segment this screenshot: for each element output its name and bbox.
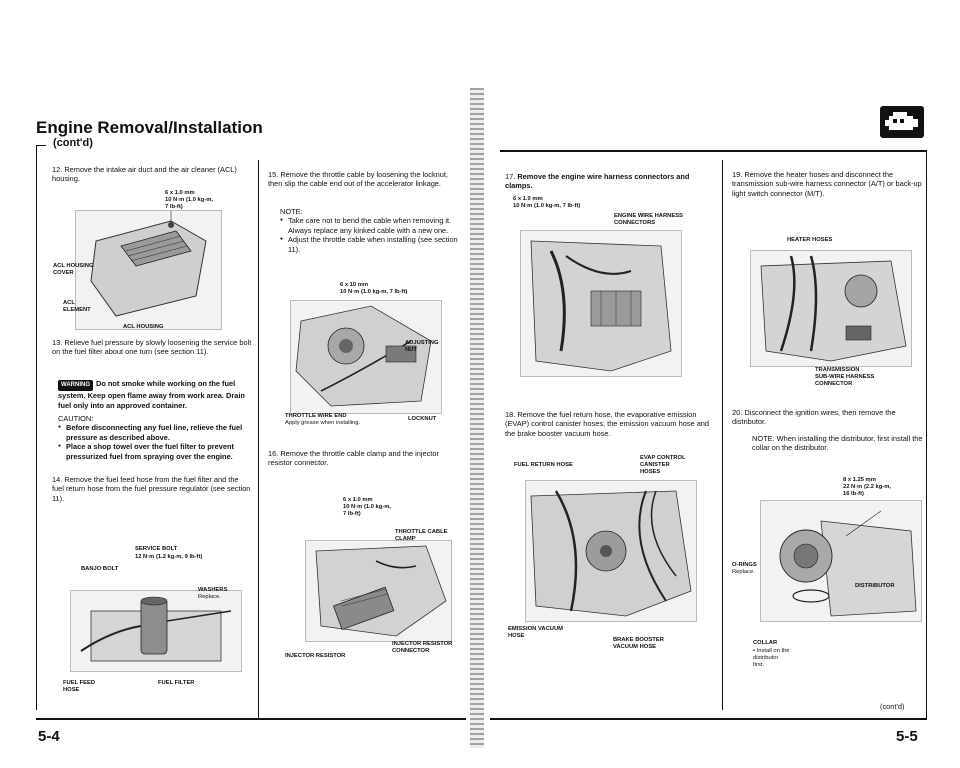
label-throttle-wire-end: THROTTLE WIRE END xyxy=(285,413,347,419)
distributor-bolt-spec: 8 x 1.25 mm 22 N·m (2.2 kg-m, 16 lb-ft) xyxy=(843,477,891,497)
figure-throttle-cable xyxy=(290,300,442,414)
acl-housing-illustration xyxy=(76,211,221,329)
label-o-rings: O-RINGS xyxy=(732,562,757,568)
step-number: 16. xyxy=(268,449,279,458)
label-acl-housing: ACL HOUSING xyxy=(123,324,164,330)
label-fuel-return-hose: FUEL RETURN HOSE xyxy=(514,462,573,468)
step-text: Remove the engine wire harness connectors and clamps. xyxy=(505,172,690,191)
column-divider xyxy=(258,160,259,720)
fuel-filter-illustration xyxy=(71,591,241,671)
label-acl-housing-cover: ACL HOUSING COVER xyxy=(53,263,94,276)
label-acl-element: ACL ELEMENT xyxy=(63,300,91,313)
note-item: ● Take care not to bend the cable when removing it. Always replace any kinked cable with a new one. xyxy=(288,216,463,235)
label-banjo-bolt: BANJO BOLT xyxy=(81,566,119,572)
step-number: 13. xyxy=(52,338,63,347)
caution-item: ● Place a shop towel over the fuel filter to prevent pressurized fuel from spraying over the engine. xyxy=(66,442,252,461)
page-number-left: 5-4 xyxy=(38,728,60,745)
step-15 xyxy=(268,170,463,189)
label-locknut: LOCKNUT xyxy=(408,416,437,422)
label-collar-note: • Install on the distributor first. xyxy=(753,648,790,668)
column-divider-right xyxy=(722,160,723,710)
step-text: Remove the heater hoses and disconnect the transmission sub-wire harness connector (A/T) or back-up light switch connector (M/T). xyxy=(732,170,922,198)
right-edge-rule xyxy=(926,150,927,720)
harness-bolt-spec: 6 x 1.0 mm 10 N·m (1.0 kg-m, 7 lb-ft) xyxy=(513,196,581,209)
step-17 xyxy=(505,172,715,191)
label-apply-grease: Apply grease when installing. xyxy=(285,420,361,426)
label-injector-resistor: INJECTOR RESISTOR xyxy=(285,653,346,659)
wire-harness-illustration xyxy=(521,231,681,376)
step-16 xyxy=(268,449,463,468)
step-text: Remove the throttle cable by loosening the locknut, then slip the cable end out of the accelerator linkage. xyxy=(268,170,448,189)
label-brake-booster-vacuum-hose: BRAKE BOOSTER VACUUM HOSE xyxy=(613,637,664,650)
warning-block xyxy=(58,379,252,410)
title-rule-left xyxy=(36,145,37,710)
throttle-bolt-spec: 6 x 10 mm 10 N·m (1.0 kg-m, 7 lb-ft) xyxy=(340,282,408,295)
step-12 xyxy=(52,165,252,184)
acl-bolt-spec: 6 x 1.0 mm 10 N·m (1.0 kg-m, 7 lb-ft) xyxy=(165,190,213,210)
label-washers-replace: Replace. xyxy=(198,594,221,600)
caution-block xyxy=(58,414,252,461)
step-text: Disconnect the ignition wires, then remove the distributor. xyxy=(732,408,896,427)
figure-heater-hoses xyxy=(750,250,912,367)
injector-resistor-illustration xyxy=(306,541,451,641)
caution-item: ● Before disconnecting any fuel line, relieve the fuel pressure as described above. xyxy=(66,423,252,442)
step-number: 14. xyxy=(52,475,63,484)
service-bolt-spec: 12 N·m (1.2 kg-m, 9 lb-ft) xyxy=(135,554,203,560)
note-block xyxy=(280,207,463,254)
step-number: 20. xyxy=(732,408,743,417)
step-text: Remove the fuel return hose, the evaporative emission (EVAP) control canister hoses, the emission vacuum hose and the brake booster vacuum hose. xyxy=(505,410,710,438)
figure-acl-housing xyxy=(75,210,222,330)
step-20 xyxy=(732,408,922,427)
note-step-20: NOTE: When installing the distributor, first install the collar on the distributor. xyxy=(752,434,923,453)
warning-text: Do not smoke while working on the fuel system. Keep open flame away from work area. Drain fuel only into an approved container. xyxy=(58,379,245,410)
page-title: Engine Removal/Installation xyxy=(36,118,263,137)
figure-injector-resistor xyxy=(305,540,452,642)
label-emission-vacuum-hose: EMISSION VACUUM HOSE xyxy=(508,626,563,639)
engine-icon xyxy=(880,106,924,138)
page-subtitle: (cont'd) xyxy=(50,137,96,149)
label-distributor: DISTRIBUTOR xyxy=(855,583,895,589)
label-fuel-filter: FUEL FILTER xyxy=(158,680,195,686)
step-text: Remove the intake air duct and the air cleaner (ACL) housing. xyxy=(52,165,237,184)
caution-title: CAUTION: xyxy=(58,414,94,423)
step-19 xyxy=(732,170,922,198)
title-rule-horizontal xyxy=(36,145,46,146)
label-transmission-connector: TRANSMISSION SUB-WIRE HARNESS CONNECTOR xyxy=(815,367,875,387)
label-throttle-cable-clamp: THROTTLE CABLE CLAMP xyxy=(395,529,448,542)
step-text: Remove the throttle cable clamp and the injector resistor connector. xyxy=(268,449,439,468)
step-number: 18. xyxy=(505,410,516,419)
step-14 xyxy=(52,475,252,503)
engine-section-icon xyxy=(880,106,924,138)
heater-hoses-illustration xyxy=(751,251,911,366)
figure-wire-harness xyxy=(520,230,682,377)
injector-bolt-spec: 6 x 1.0 mm 10 N·m (1.0 kg-m, 7 lb-ft) xyxy=(343,497,391,517)
throttle-cable-illustration xyxy=(291,301,441,413)
label-adjusting-nut: ADJUSTING NUT xyxy=(405,340,439,353)
note-item: ● Adjust the throttle cable when installing (see section 11). xyxy=(288,235,463,254)
label-collar: COLLAR xyxy=(753,640,778,646)
figure-hoses xyxy=(525,480,697,622)
label-service-bolt: SERVICE BOLT xyxy=(135,546,178,552)
note-title: NOTE: xyxy=(280,207,303,216)
step-18 xyxy=(505,410,715,438)
label-engine-wire-harness-connectors: ENGINE WIRE HARNESS CONNECTORS xyxy=(614,213,683,226)
label-fuel-feed-hose: FUEL FEED HOSE xyxy=(63,680,96,693)
continued-note: (cont'd) xyxy=(880,702,905,711)
label-evap-hoses: EVAP CONTROL CANISTER HOSES xyxy=(640,455,686,475)
label-injector-resistor-connector: INJECTOR RESISTOR CONNECTOR xyxy=(392,641,453,654)
bottom-rule-left xyxy=(36,718,466,720)
page-number-right: 5-5 xyxy=(896,728,918,745)
step-number: 17. xyxy=(505,172,516,181)
top-rule-right xyxy=(500,150,927,152)
step-text: Relieve fuel pressure by slowly loosening the service bolt on the fuel filter about one turn (see section 11). xyxy=(52,338,252,357)
figure-distributor xyxy=(760,500,922,622)
hoses-illustration xyxy=(526,481,696,621)
binding-gutter xyxy=(470,88,484,748)
step-number: 19. xyxy=(732,170,743,179)
step-number: 15. xyxy=(268,170,279,179)
label-washers: WASHERS xyxy=(198,587,228,593)
distributor-illustration xyxy=(761,501,921,621)
bottom-rule-right xyxy=(490,718,927,720)
warning-badge: WARNING xyxy=(58,380,93,391)
step-text: Remove the fuel feed hose from the fuel filter and the fuel return hose from the fuel pressure regulator (see section 11). xyxy=(52,475,251,503)
label-o-rings-replace: Replace. xyxy=(732,569,755,575)
label-heater-hoses: HEATER HOSES xyxy=(787,237,833,243)
step-13 xyxy=(52,338,252,357)
figure-fuel-filter xyxy=(70,590,242,672)
step-number: 12. xyxy=(52,165,63,174)
